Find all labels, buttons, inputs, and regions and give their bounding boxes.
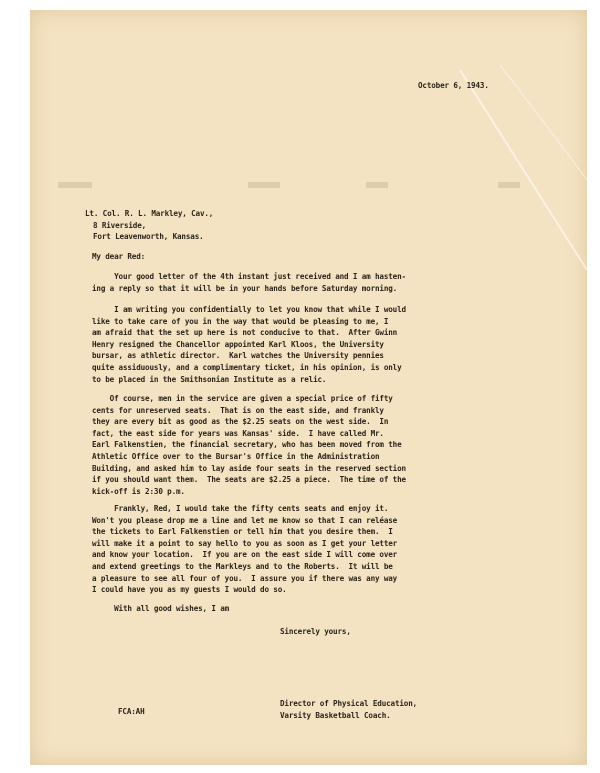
- text-line: if you should want them. The seats are $2.25 a piece. The time of the: [92, 475, 406, 485]
- text-line: bursar, as athletic director. Karl watches the University pennies: [92, 351, 384, 361]
- text-line: Frankly, Red, I would take the fifty cents seats and enjoy it.: [92, 504, 389, 513]
- addressee-block: [85, 208, 213, 243]
- text-line: will make it a point to say hello to you as soon as I get your letter: [92, 538, 398, 548]
- addressee-line: Lt. Col. R. L. Markley, Cav.,: [85, 209, 214, 218]
- text-line: I am writing you confidentially to let you know that while I would: [92, 305, 406, 314]
- paper-crease-marks: [30, 10, 587, 765]
- paragraph-3: [92, 393, 406, 497]
- text-line: I could have you as my guests I would do so.: [92, 585, 287, 595]
- text-line: Your good letter of the 4th instant just received and I am hasten-: [92, 272, 406, 281]
- signature-title-block: [280, 698, 417, 721]
- salutation: My dear Red:: [92, 252, 146, 261]
- addressee-line: Fort Leavenworth, Kansas.: [93, 232, 204, 242]
- paragraph-4: [92, 503, 397, 596]
- addressee-line: 8 Riverside,: [93, 220, 147, 230]
- text-line: cents for unreserved seats. That is on the east side, and frankly: [92, 405, 384, 415]
- text-line: Building, and asked him to lay aside four seats in the reserved section: [92, 463, 406, 473]
- bleed-through-mark: [366, 182, 388, 188]
- paragraph-5: [92, 603, 229, 615]
- text-line: Earl Falkenstien, the financial secretary, who has been moved from the: [92, 440, 402, 450]
- bleed-through-mark: [498, 182, 520, 188]
- text-line: the tickets to Earl Falkenstien or tell him that you desire them. I: [92, 527, 393, 537]
- signature-title-line: Varsity Basketball Coach.: [280, 710, 391, 720]
- text-line: and extend greetings to the Markleys and to the Roberts. It will be: [92, 561, 393, 571]
- text-line: ing a reply so that it will be in your hands before Saturday morning.: [92, 283, 398, 293]
- letter-date: October 6, 1943.: [418, 81, 489, 90]
- text-line: to be placed in the Smithsonian Institute as a relic.: [92, 374, 327, 384]
- typist-initials: FCA:AH: [118, 707, 145, 716]
- text-line: they are every bit as good as the $2.25 seats on the west side. In: [92, 417, 389, 427]
- text-line: fact, the east side for years was Kansas' side. I have called Mr.: [92, 428, 384, 438]
- text-line: like to take care of you in the way that would be pleasing to me, I: [92, 316, 389, 326]
- closing: Sincerely yours,: [280, 627, 351, 636]
- letter-page: [30, 10, 587, 765]
- text-line: Of course, men in the service are given a special price of fifty: [92, 394, 393, 403]
- text-line: am afraid that the set up here is not conducive to that. After Gwinn: [92, 328, 398, 338]
- bleed-through-mark: [248, 182, 280, 188]
- text-line: quite assiduously, and a complimentary ticket, in his opinion, is only: [92, 362, 402, 372]
- text-line: a pleasure to see all four of you. I assure you if there was any way: [92, 573, 398, 583]
- bleed-through-mark: [58, 182, 92, 188]
- paragraph-1: [92, 271, 406, 294]
- text-line: kick-off is 2:30 p.m.: [92, 486, 185, 496]
- text-line: With all good wishes, I am: [92, 604, 230, 613]
- text-line: and know your location. If you are on the east side I will come over: [92, 550, 398, 560]
- signature-title-line: Director of Physical Education,: [280, 699, 418, 708]
- paragraph-2: [92, 304, 406, 385]
- text-line: Athletic Office over to the Bursar's Office in the Administration: [92, 451, 380, 461]
- text-line: Won't you please drop me a line and let me know so that I can reléase: [92, 515, 398, 525]
- text-line: Henry resigned the Chancellor appointed Karl Kloos, the University: [92, 339, 384, 349]
